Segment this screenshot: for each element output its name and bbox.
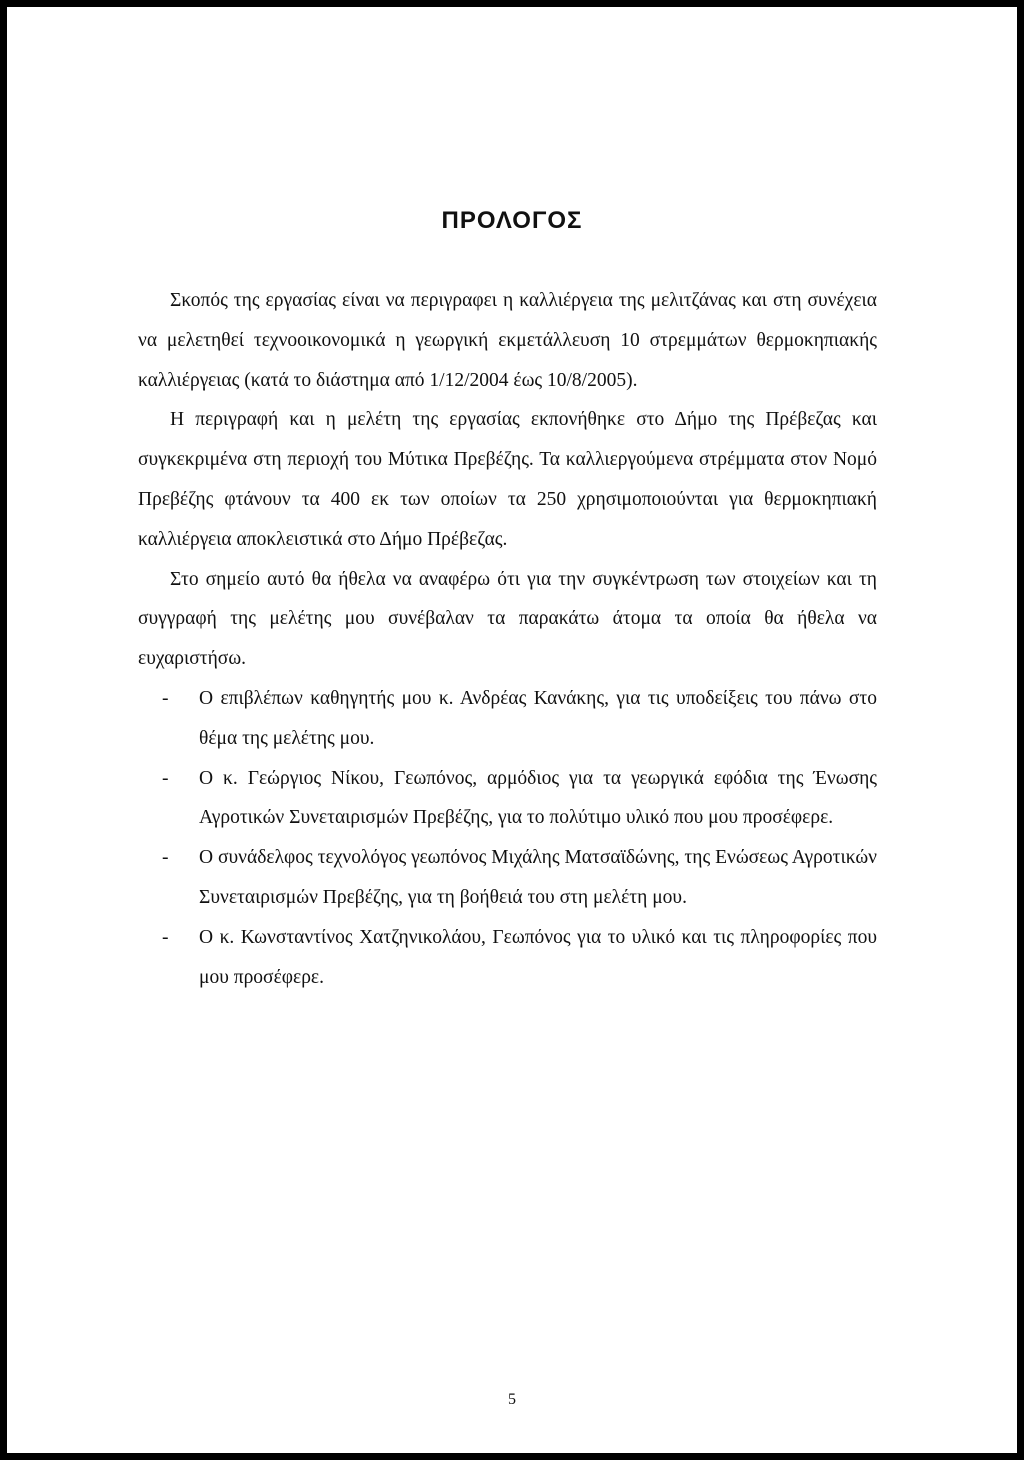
body-text: [138, 281, 877, 997]
list-item-text: Ο συνάδελφος τεχνολόγος γεωπόνος Μιχάλης Ματσαϊδώνης, της Ενώσεως Αγροτικών Συνεταιρισμών Πρεβέζης, για τη βοήθειά του στη μελέτη μου.: [199, 847, 877, 908]
list-item-text: Ο κ. Γεώργιος Νίκου, Γεωπόνος, αρμόδιος για τα γεωργικά εφόδια της Ένωσης Αγροτικών Συνεταιρισμών Πρεβέζης, για το πολύτιμο υλικό που μου προσέφερε.: [199, 767, 877, 829]
list-item: [138, 759, 877, 839]
list-dash: -: [162, 687, 169, 709]
page-number: 5: [508, 1391, 516, 1408]
list-dash: -: [162, 847, 169, 869]
paragraph-location: Η περιγραφή και η μελέτη της εργασίας εκπονήθηκε στο Δήμο της Πρέβεζας και συγκεκριμένα στη περιοχή του Μύτικα Πρεβέζης. Τα καλλιεργούμενα στρέμματα στον Νομό Πρεβέζης φτάνουν τα 400 εκ των οποίων τα 250 χρησιμοποιούνται για θερμοκηπιακή καλλιέργεια αποκλειστικά στο Δήμο Πρέβεζας.: [138, 409, 877, 550]
page-title: ΠΡΟΛΟΓΟΣ: [441, 207, 583, 234]
list-item: [138, 918, 877, 998]
document-page: [7, 7, 1017, 1453]
list-item-text: Ο κ. Κωνσταντίνος Χατζηνικολάου, Γεωπόνος για το υλικό και τις πληροφορίες που μου προσέφερε.: [199, 926, 877, 988]
paragraph-acknowledgement-intro: Στο σημείο αυτό θα ήθελα να αναφέρω ότι για την συγκέντρωση των στοιχείων και τη συγγραφή της μελέτης μου συνέβαλαν τα παρακάτω άτομα τα οποία θα ήθελα να ευχαριστήσω.: [138, 568, 877, 670]
list-item-text: Ο επιβλέπων καθηγητής μου κ. Ανδρέας Κανάκης, για τις υποδείξεις του πάνω στο θέμα της μελέτης μου.: [199, 687, 877, 749]
list-item: [138, 838, 877, 918]
list-dash: -: [162, 926, 169, 948]
acknowledgement-list: [138, 679, 877, 997]
list-item: [138, 679, 877, 759]
paragraph-purpose: Σκοπός της εργασίας είναι να περιγραφει η καλλιέργεια της μελιτζάνας και στη συνέχεια να μελετηθεί τεχνοοικονομικά η γεωργική εκμετάλλευση 10 στρεμμάτων θερμοκηπιακής καλλιέργειας (κατά το διάστημα από 1/12/2004 έως 10/8/2005).: [138, 290, 877, 391]
list-dash: -: [162, 767, 169, 789]
